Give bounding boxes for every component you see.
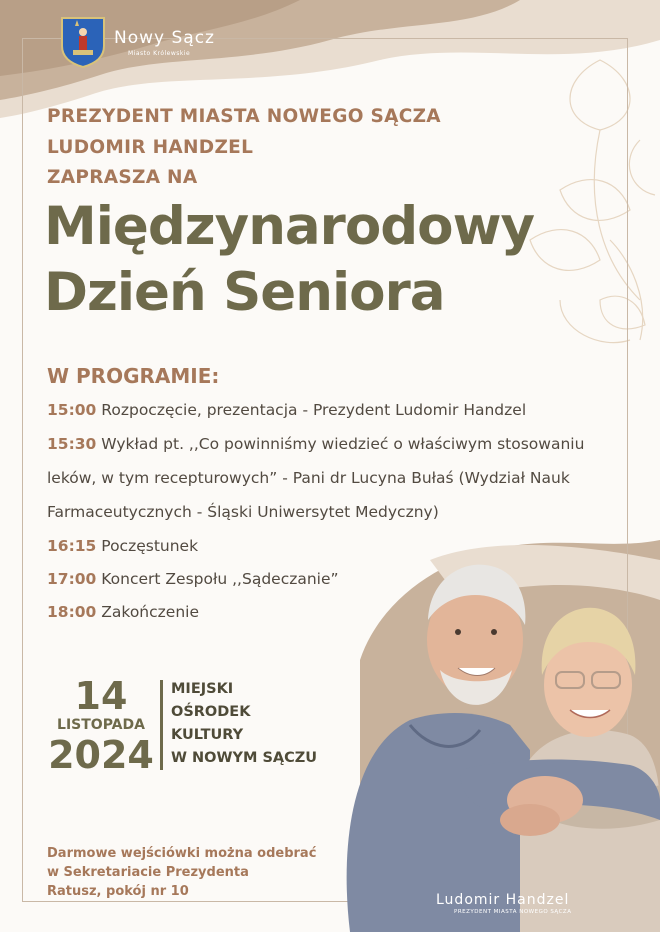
city-coat-of-arms-icon xyxy=(60,16,106,68)
program-item xyxy=(47,537,198,555)
program-text: Poczęstunek xyxy=(101,537,199,555)
program-time: 16:15 xyxy=(47,537,97,555)
signature-title: PREZYDENT MIASTA NOWEGO SĄCZA xyxy=(454,909,572,915)
program-text: Zakończenie xyxy=(101,603,199,621)
program-time: 15:00 xyxy=(47,401,97,419)
program-item-continuation xyxy=(47,503,439,521)
program-item xyxy=(47,570,339,588)
program-text: leków, w tym recepturowych” - Pani dr Lucyna Bułaś (Wydział Nauk xyxy=(47,469,570,487)
program-item xyxy=(47,603,199,621)
signature-name: Ludomir Handzel xyxy=(436,892,570,908)
tickets-line-1: Darmowe wejściówki można odebrać xyxy=(47,846,317,861)
program-title: W PROGRAMIE: xyxy=(47,364,220,388)
date-day: 14 xyxy=(74,674,128,718)
program-item xyxy=(47,401,526,419)
city-subtitle: Miasto Królewskie xyxy=(128,50,191,57)
program-item xyxy=(47,435,584,453)
venue-line-2: OŚRODEK xyxy=(171,704,251,720)
headline-line-1: Międzynarodowy xyxy=(44,196,535,257)
date-year: 2024 xyxy=(48,733,154,777)
program-text: Farmaceutycznych - Śląski Uniwersytet Medyczny) xyxy=(47,503,439,521)
city-name: Nowy Sącz xyxy=(114,28,215,48)
program-item-continuation xyxy=(47,469,570,487)
program-time: 17:00 xyxy=(47,570,97,588)
inviter-line-3: ZAPRASZA NA xyxy=(47,167,198,188)
venue-line-4: W NOWYM SĄCZU xyxy=(171,750,318,766)
event-date xyxy=(46,676,156,776)
headline-line-2: Dzień Seniora xyxy=(44,262,445,323)
program-text: Rozpoczęcie, prezentacja - Prezydent Ludomir Handzel xyxy=(101,401,527,419)
date-divider xyxy=(160,680,163,770)
tickets-line-3: Ratusz, pokój nr 10 xyxy=(47,884,189,899)
program-time: 15:30 xyxy=(47,435,97,453)
inviter-line-1: PREZYDENT MIASTA NOWEGO SĄCZA xyxy=(47,106,441,127)
venue-line-1: MIEJSKI xyxy=(171,681,234,697)
date-month: LISTOPADA xyxy=(57,717,145,733)
program-text: Koncert Zespołu ,,Sądeczanie” xyxy=(101,570,339,588)
tickets-line-2: w Sekretariacie Prezydenta xyxy=(47,865,249,880)
inviter-line-2: LUDOMIR HANDZEL xyxy=(47,137,254,158)
senior-couple-photo xyxy=(330,550,660,932)
program-time: 18:00 xyxy=(47,603,97,621)
program-text: Wykład pt. ,,Co powinniśmy wiedzieć o właściwym stosowaniu xyxy=(101,435,585,453)
venue-line-3: KULTURY xyxy=(171,727,244,743)
